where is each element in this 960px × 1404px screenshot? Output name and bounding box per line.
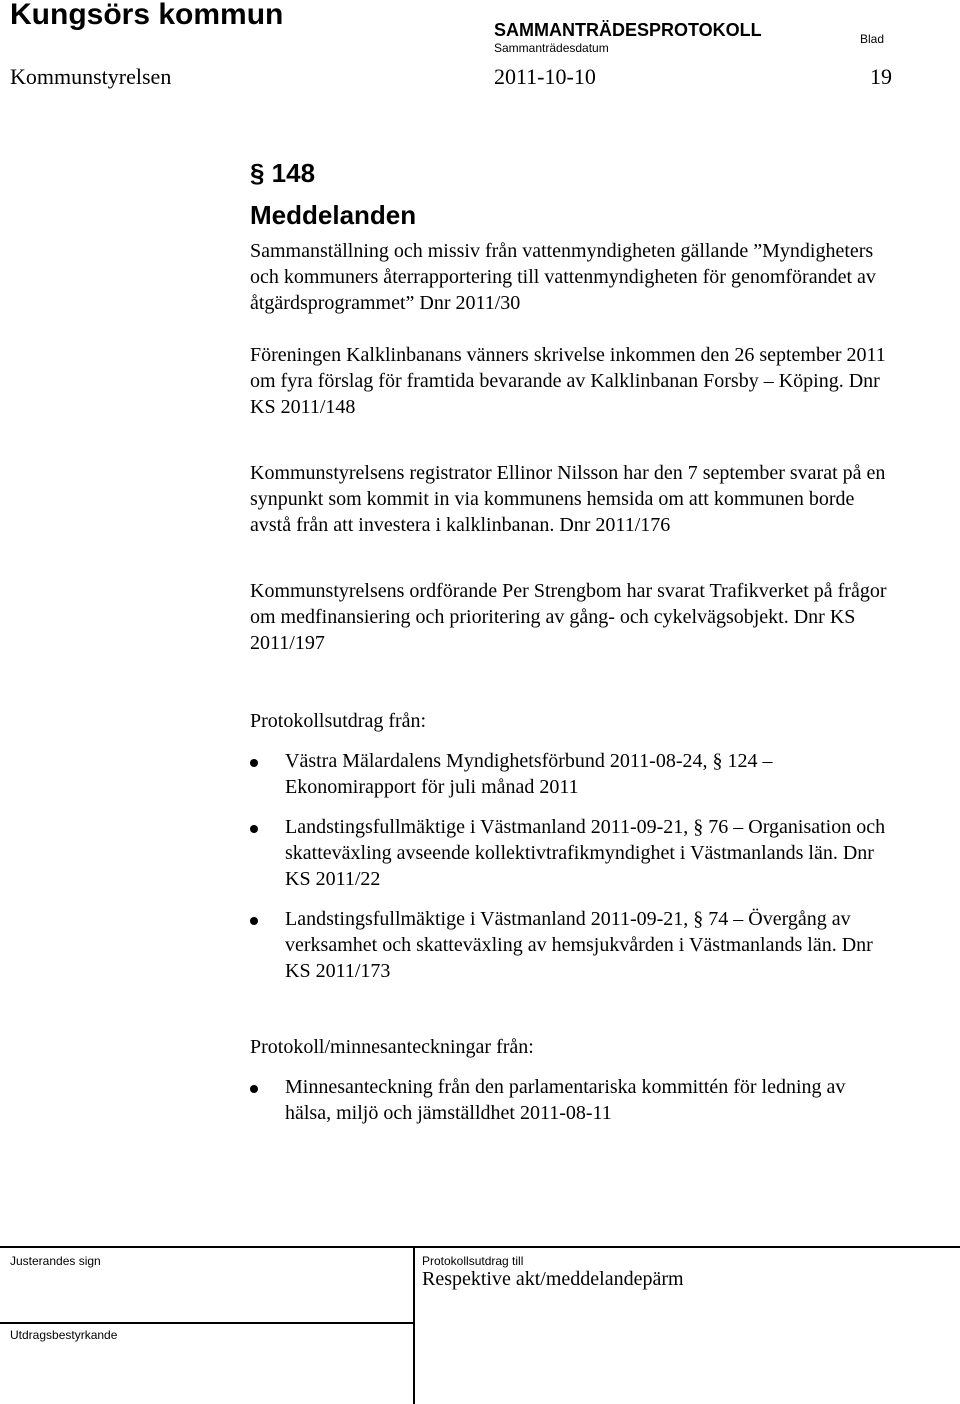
excerpts-list	[250, 748, 890, 984]
paragraph: Sammanställning och missiv från vattenmyndigheten gällande ”Myndigheters och kommuners återrapportering till vattenmyndigheten för genomförandet av åtgärdsprogrammet” Dnr 2011/30	[250, 240, 876, 314]
extract-to-label: Protokollsutdrag till	[422, 1254, 524, 1268]
paragraph: Föreningen Kalklinbanans vänners skrivelse inkommen den 26 september 2011 om fyra förslag för framtida bevarande av Kalklinbanan Forsby – Köping. Dnr KS 2011/148	[250, 344, 886, 418]
notes-list	[250, 1074, 890, 1126]
notes-heading: Protokoll/minnesanteckningar från:	[250, 1036, 534, 1058]
section-title: Meddelanden	[250, 200, 417, 230]
excerpt-text: Landstingsfullmäktige i Västmanland 2011-09-21, § 74 – Övergång av verksamhet och skatteväxling av hemsjukvården i Västmanlands län. Dnr KS 2011/173	[285, 908, 873, 982]
list-item	[250, 906, 890, 984]
page-label: Blad	[860, 32, 885, 46]
adjuster-sign-label: Justerandes sign	[10, 1254, 101, 1268]
extract-to-value: Respektive akt/meddelandepärm	[422, 1268, 684, 1290]
list-item	[250, 814, 890, 892]
meeting-date: 2011-10-10	[494, 64, 596, 89]
governing-body: Kommunstyrelsen	[10, 64, 172, 89]
certifier-label: Utdragsbestyrkande	[10, 1328, 118, 1342]
list-item	[250, 1074, 890, 1126]
excerpt-text: Landstingsfullmäktige i Västmanland 2011-09-21, § 76 – Organisation och skatteväxling avseende kollektivtrafikmyndighet i Västmanlands län. Dnr KS 2011/22	[285, 816, 886, 890]
protocol-type: SAMMANTRÄDESPROTOKOLL	[494, 20, 762, 40]
footer-divider	[413, 1246, 415, 1404]
bullet-icon	[250, 825, 258, 833]
bullet-icon	[250, 917, 258, 925]
paragraph: Kommunstyrelsens registrator Ellinor Nilsson har den 7 september svarat på en synpunkt som kommit in via kommunens hemsida om att kommunen borde avstå från att investera i kalklinbanan. Dnr 2011/176	[250, 462, 886, 536]
section-content	[250, 154, 890, 1140]
section-number: § 148	[250, 158, 316, 188]
bullet-icon	[250, 1085, 258, 1093]
excerpts-heading: Protokollsutdrag från:	[250, 710, 427, 732]
page-number: 19	[870, 64, 892, 89]
bullet-icon	[250, 759, 258, 767]
signature-footer	[0, 1246, 960, 1404]
meeting-date-label: Sammanträdesdatum	[494, 41, 609, 55]
excerpt-text: Västra Mälardalens Myndighetsförbund 2011-08-24, § 124 – Ekonomirapport för juli månad 2011	[285, 750, 773, 798]
list-item	[250, 748, 890, 800]
note-text: Minnesanteckning från den parlamentariska kommittén för ledning av hälsa, miljö och jämställdhet 2011-08-11	[285, 1076, 846, 1124]
paragraph: Kommunstyrelsens ordförande Per Strengbom har svarat Trafikverket på frågor om medfinansiering och prioritering av gång- och cykelvägsobjekt. Dnr KS 2011/197	[250, 580, 887, 654]
footer-middle-rule	[0, 1322, 414, 1324]
footer-top-rule	[0, 1246, 960, 1248]
municipality-name: Kungsörs kommun	[10, 0, 284, 31]
